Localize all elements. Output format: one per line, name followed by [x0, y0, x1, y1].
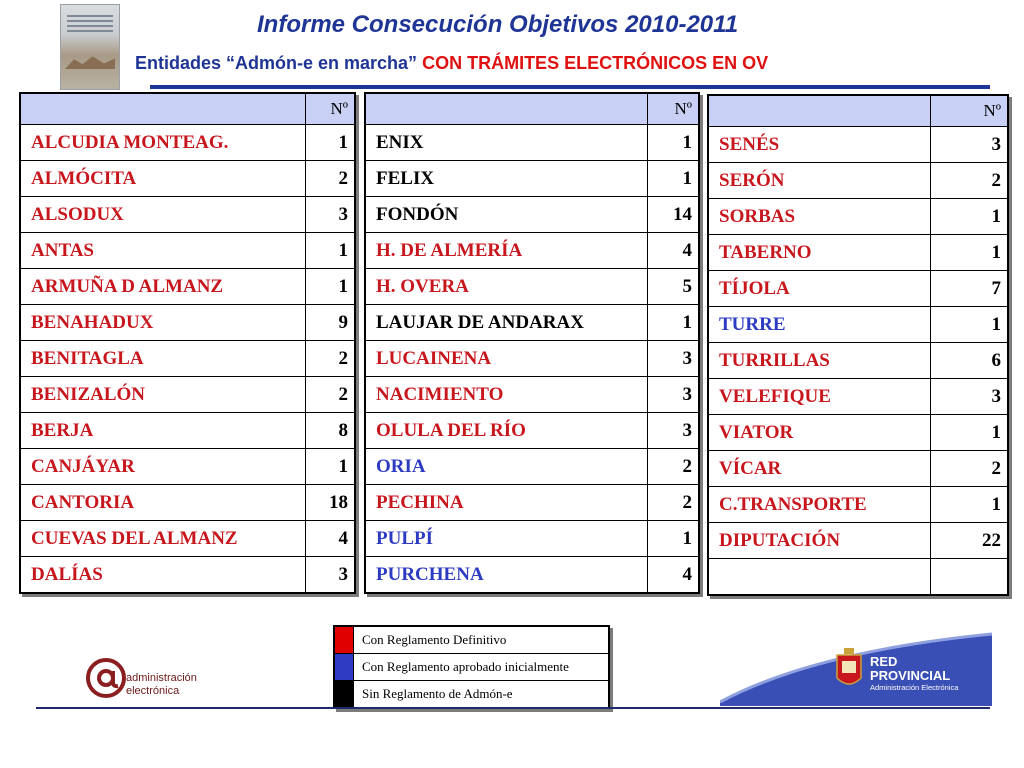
table-row — [20, 557, 355, 594]
entity-count: 4 — [648, 233, 700, 269]
table-row — [20, 413, 355, 449]
table-row — [20, 341, 355, 377]
diputacion-crest-icon — [836, 648, 862, 690]
entity-name: FONDÓN — [365, 197, 648, 233]
entity-count: 3 — [931, 127, 1009, 163]
entity-count: 2 — [306, 161, 356, 197]
entity-name: ORIA — [365, 449, 648, 485]
legend-row — [334, 681, 609, 709]
entities-table-1 — [19, 92, 356, 594]
legend-row — [334, 654, 609, 681]
entity-count: 3 — [931, 379, 1009, 415]
entity-name: BERJA — [20, 413, 306, 449]
entity-name: VIATOR — [708, 415, 931, 451]
table-row — [365, 449, 699, 485]
table-row — [708, 559, 1008, 596]
entity-name: VÍCAR — [708, 451, 931, 487]
table-row — [708, 307, 1008, 343]
table-row — [365, 233, 699, 269]
entity-name: ARMUÑA D ALMANZ — [20, 269, 306, 305]
entity-count: 1 — [306, 269, 356, 305]
table-row — [20, 485, 355, 521]
entity-name: H. DE ALMERÍA — [365, 233, 648, 269]
entity-count: 3 — [306, 197, 356, 233]
entity-name: OLULA DEL RÍO — [365, 413, 648, 449]
header-number-label: Nº — [306, 93, 356, 125]
entity-name: CUEVAS DEL ALMANZ — [20, 521, 306, 557]
table-row — [365, 521, 699, 557]
entity-count: 1 — [306, 125, 356, 161]
entity-count: 2 — [306, 377, 356, 413]
legend-swatch-black — [334, 681, 354, 709]
entity-count: 6 — [931, 343, 1009, 379]
entity-count: 1 — [931, 199, 1009, 235]
table-row — [708, 523, 1008, 559]
entity-name: LUCAINENA — [365, 341, 648, 377]
entity-name: BENITAGLA — [20, 341, 306, 377]
entity-name: BENIZALÓN — [20, 377, 306, 413]
red-provincial-subtext: Administración Electrónica — [870, 683, 959, 692]
entity-count: 1 — [931, 235, 1009, 271]
entity-name: TABERNO — [708, 235, 931, 271]
header-empty-cell — [20, 93, 306, 125]
entity-name: SORBAS — [708, 199, 931, 235]
entity-name: TURRILLAS — [708, 343, 931, 379]
logo-text-electronica: electrónica — [126, 685, 180, 697]
entity-count: 3 — [648, 377, 700, 413]
table-row — [365, 485, 699, 521]
legend-label: Sin Reglamento de Admón-e — [354, 681, 610, 709]
entity-name: ENIX — [365, 125, 648, 161]
table-row — [365, 197, 699, 233]
entity-count: 1 — [931, 487, 1009, 523]
legend-label: Con Reglamento aprobado inicialmente — [354, 654, 610, 681]
entity-name: CANTORIA — [20, 485, 306, 521]
entity-count: 4 — [648, 557, 700, 594]
entity-count: 22 — [931, 523, 1009, 559]
table-row — [20, 449, 355, 485]
entity-name: LAUJAR DE ANDARAX — [365, 305, 648, 341]
entity-count: 3 — [648, 341, 700, 377]
entity-count: 2 — [931, 451, 1009, 487]
logo-text-administracion: administración — [126, 672, 197, 684]
table-row — [708, 451, 1008, 487]
red-provincial-text: RED — [870, 654, 898, 669]
subtitle-highlight: CON TRÁMITES ELECTRÓNICOS EN OV — [422, 53, 769, 73]
entity-count: 8 — [306, 413, 356, 449]
entity-name: PECHINA — [365, 485, 648, 521]
entity-count: 5 — [648, 269, 700, 305]
entity-count: 2 — [931, 163, 1009, 199]
legend-row — [334, 626, 609, 654]
color-legend — [333, 625, 610, 709]
entity-count: 18 — [306, 485, 356, 521]
title-underline — [150, 85, 990, 89]
page-subtitle — [135, 53, 768, 74]
table-header-row — [365, 93, 699, 125]
report-cover-thumbnail — [60, 4, 120, 90]
header-empty-cell — [365, 93, 648, 125]
table-row — [20, 125, 355, 161]
entity-name: C.TRANSPORTE — [708, 487, 931, 523]
entity-name: DIPUTACIÓN — [708, 523, 931, 559]
entity-name: H. OVERA — [365, 269, 648, 305]
entities-table-2 — [364, 92, 700, 594]
entity-name: DALÍAS — [20, 557, 306, 594]
entity-count: 1 — [648, 305, 700, 341]
table-row — [20, 269, 355, 305]
table-row — [365, 305, 699, 341]
table-row — [708, 163, 1008, 199]
entity-name: PURCHENA — [365, 557, 648, 594]
entity-count: 1 — [931, 307, 1009, 343]
administracion-electronica-logo — [86, 660, 216, 704]
table-row — [365, 341, 699, 377]
at-sign-icon — [86, 658, 126, 698]
legend-swatch-blue — [334, 654, 354, 681]
table-row — [365, 413, 699, 449]
entity-name: BENAHADUX — [20, 305, 306, 341]
entity-count: 3 — [306, 557, 356, 594]
entity-name: ANTAS — [20, 233, 306, 269]
entity-name: CANJÁYAR — [20, 449, 306, 485]
table-row — [20, 521, 355, 557]
entity-name: ALCUDIA MONTEAG. — [20, 125, 306, 161]
table-row — [708, 235, 1008, 271]
legend-swatch-red — [334, 626, 354, 654]
entity-name: TÍJOLA — [708, 271, 931, 307]
entity-name — [708, 559, 931, 596]
entity-count: 14 — [648, 197, 700, 233]
table-row — [365, 269, 699, 305]
table-row — [20, 197, 355, 233]
table-row — [365, 557, 699, 594]
entity-count: 9 — [306, 305, 356, 341]
entity-count: 4 — [306, 521, 356, 557]
entity-name: SENÉS — [708, 127, 931, 163]
legend-label: Con Reglamento Definitivo — [354, 626, 610, 654]
entity-name: PULPÍ — [365, 521, 648, 557]
subtitle-entities: Entidades “Admón-e en marcha” — [135, 53, 418, 73]
table-row — [708, 271, 1008, 307]
entity-name: TURRE — [708, 307, 931, 343]
table-row — [365, 161, 699, 197]
table-row — [20, 305, 355, 341]
entity-count: 2 — [306, 341, 356, 377]
table-header-row — [708, 95, 1008, 127]
entity-count: 1 — [306, 233, 356, 269]
table-row — [365, 125, 699, 161]
header-empty-cell — [708, 95, 931, 127]
entity-count: 1 — [648, 161, 700, 197]
entity-count: 2 — [648, 449, 700, 485]
table-row — [708, 343, 1008, 379]
table-header-row — [20, 93, 355, 125]
entity-name: ALMÓCITA — [20, 161, 306, 197]
entity-count: 2 — [648, 485, 700, 521]
table-row — [708, 199, 1008, 235]
table-row — [708, 379, 1008, 415]
page-title: Informe Consecución Objetivos 2010-2011 — [257, 11, 739, 38]
entity-name: FELIX — [365, 161, 648, 197]
entity-count: 1 — [931, 415, 1009, 451]
table-row — [20, 161, 355, 197]
entities-table-3 — [707, 94, 1009, 596]
entity-count: 1 — [648, 125, 700, 161]
entity-count: 1 — [306, 449, 356, 485]
table-row — [708, 487, 1008, 523]
entity-name: VELEFIQUE — [708, 379, 931, 415]
table-row — [708, 415, 1008, 451]
table-row — [20, 377, 355, 413]
table-row — [708, 127, 1008, 163]
entity-count — [931, 559, 1009, 596]
table-row — [20, 233, 355, 269]
entity-name: NACIMIENTO — [365, 377, 648, 413]
footer-divider — [36, 707, 990, 709]
entity-count: 7 — [931, 271, 1009, 307]
red-provincial-text-2: PROVINCIAL — [870, 668, 951, 683]
entity-name: ALSODUX — [20, 197, 306, 233]
header-number-label: Nº — [648, 93, 700, 125]
header-number-label: Nº — [931, 95, 1009, 127]
entity-name: SERÓN — [708, 163, 931, 199]
table-row — [365, 377, 699, 413]
entity-count: 1 — [648, 521, 700, 557]
entity-count: 3 — [648, 413, 700, 449]
